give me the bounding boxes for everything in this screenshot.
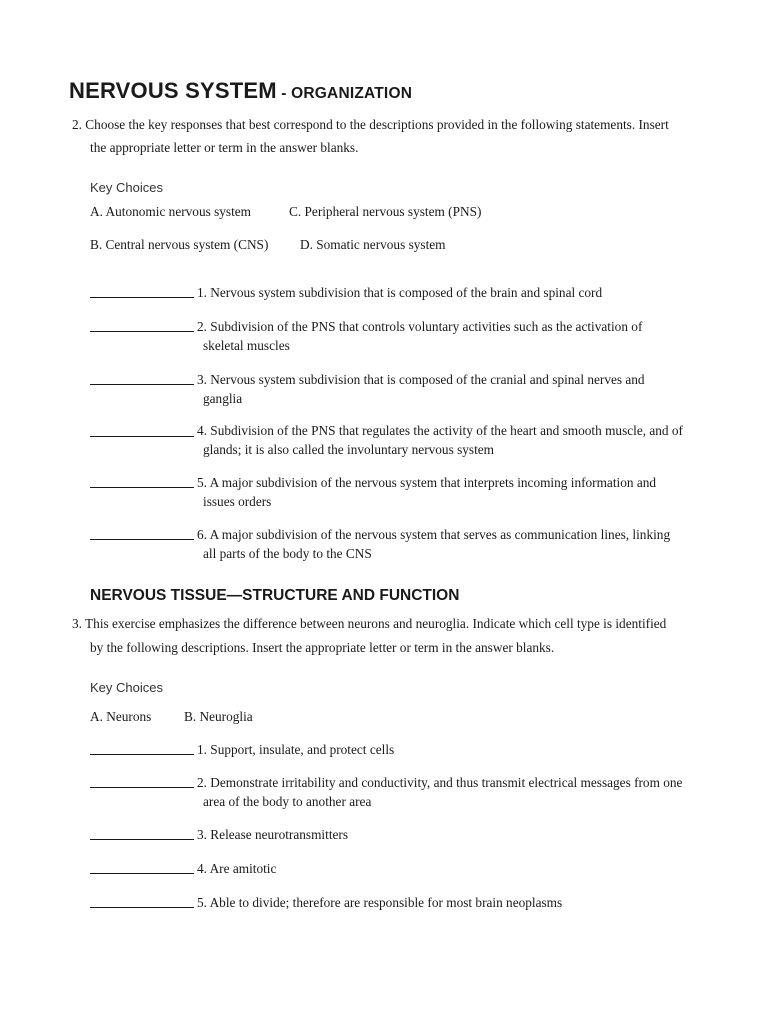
- key-choice-a: A. Neurons: [90, 709, 152, 724]
- exercise3-instruction-line1: 3. This exercise emphasizes the difference between neurons and neuroglia. Indicate which cell type is identified: [72, 616, 667, 631]
- answer-blank[interactable]: [90, 872, 194, 874]
- page-title: [69, 78, 412, 104]
- answer-blank[interactable]: [90, 786, 194, 788]
- answer-blank[interactable]: [90, 435, 194, 437]
- list-item: 3. Nervous system subdivision that is composed of the cranial and spinal nerves and ganglia: [197, 372, 645, 406]
- key-choice-c: C. Peripheral nervous system (PNS): [289, 204, 482, 219]
- key-choice-b: B. Central nervous system (CNS): [90, 237, 269, 252]
- answer-blank[interactable]: [90, 838, 194, 840]
- key-choices-label: Key Choices: [90, 180, 163, 195]
- key-choice-b: B. Neuroglia: [184, 709, 253, 724]
- answer-blank[interactable]: [90, 486, 194, 488]
- list-item: 5. A major subdivision of the nervous system that interprets incoming information and issues orders: [197, 475, 657, 509]
- title-sub: - ORGANIZATION: [276, 85, 413, 102]
- answer-blank[interactable]: [90, 330, 194, 332]
- list-item: 6. A major subdivision of the nervous system that serves as communication lines, linking all parts of the body to the CNS: [197, 527, 671, 561]
- list-item: 3. Release neurotransmitters: [197, 827, 349, 842]
- key-choice-d: D. Somatic nervous system: [300, 237, 446, 252]
- answer-blank[interactable]: [90, 383, 194, 385]
- section-heading: NERVOUS TISSUE—STRUCTURE AND FUNCTION: [90, 587, 460, 604]
- key-choices-label: Key Choices: [90, 680, 163, 695]
- list-item: 2. Subdivision of the PNS that controls voluntary activities such as the activation of skeletal muscles: [197, 319, 643, 353]
- list-item: 1. Nervous system subdivision that is composed of the brain and spinal cord: [197, 285, 603, 300]
- list-item: 2. Demonstrate irritability and conductivity, and thus transmit electrical messages from one area of the body to another area: [197, 775, 683, 809]
- exercise3-instruction-line2: by the following descriptions. Insert the appropriate letter or term in the answer blanks.: [90, 640, 555, 655]
- list-item: 5. Able to divide; therefore are responsible for most brain neoplasms: [197, 895, 563, 910]
- list-item: 4. Are amitotic: [197, 861, 277, 876]
- key-choice-a: A. Autonomic nervous system: [90, 204, 252, 219]
- answer-blank[interactable]: [90, 296, 194, 298]
- answer-blank[interactable]: [90, 906, 194, 908]
- title-main: NERVOUS SYSTEM: [69, 78, 277, 103]
- list-item: 4. Subdivision of the PNS that regulates the activity of the heart and smooth muscle, and of glands; it is also called the involuntary nervous system: [197, 423, 683, 457]
- answer-blank[interactable]: [90, 753, 194, 755]
- answer-blank[interactable]: [90, 538, 194, 540]
- exercise2-instruction-line2: the appropriate letter or term in the answer blanks.: [90, 140, 359, 155]
- list-item: 1. Support, insulate, and protect cells: [197, 742, 395, 757]
- exercise2-instruction-line1: 2. Choose the key responses that best correspond to the descriptions provided in the following statements. Insert: [72, 117, 669, 132]
